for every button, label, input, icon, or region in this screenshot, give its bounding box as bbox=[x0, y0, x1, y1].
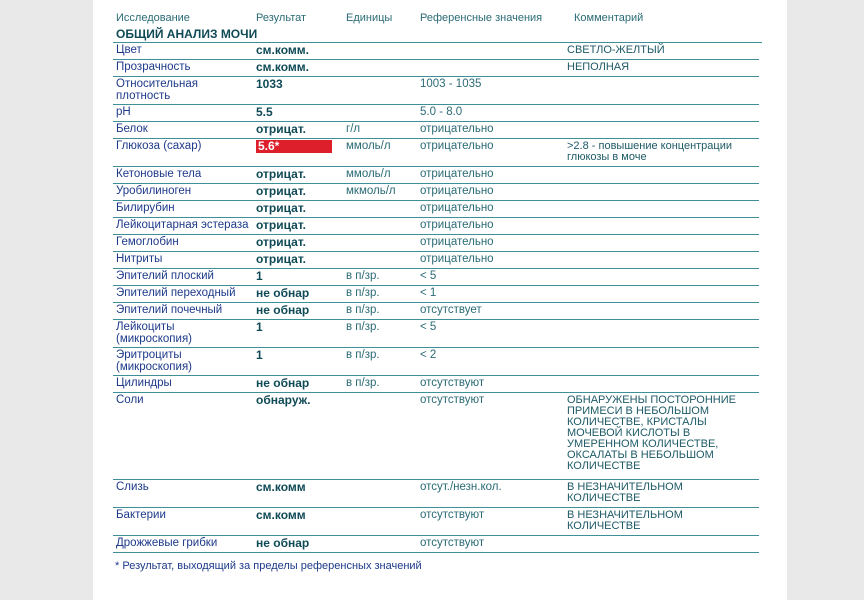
table-row bbox=[113, 139, 759, 167]
table-row bbox=[113, 348, 759, 376]
test-name: Слизь bbox=[116, 481, 149, 493]
reference-value: отсутствуют bbox=[420, 509, 485, 521]
result-value: 1 bbox=[256, 348, 263, 362]
comment-value: СВЕТЛО-ЖЕЛТЫЙ bbox=[567, 44, 665, 56]
reference-value: отсут./незн.кол. bbox=[420, 481, 502, 493]
table-header bbox=[113, 12, 763, 26]
table-row bbox=[113, 480, 759, 508]
result-value: см.комм. bbox=[256, 60, 309, 74]
header-result: Результат bbox=[256, 12, 307, 24]
result-value: не обнар bbox=[256, 376, 310, 390]
reference-value: < 1 bbox=[420, 287, 437, 299]
result-value: отрицат. bbox=[256, 252, 306, 266]
test-name: Уробилиноген bbox=[116, 185, 192, 197]
test-name: Эпителий переходный bbox=[116, 287, 236, 299]
test-name: Дрожжевые грибки bbox=[116, 537, 218, 549]
comment-value: В НЕЗНАЧИТЕЛЬНОМ КОЛИЧЕСТВЕ bbox=[567, 481, 683, 504]
reference-value: отрицательно bbox=[420, 185, 494, 197]
result-value: отрицат. bbox=[256, 218, 306, 232]
section-title: ОБЩИЙ АНАЛИЗ МОЧИ bbox=[113, 27, 762, 43]
result-value: отрицат. bbox=[256, 167, 306, 181]
result-value: 1033 bbox=[256, 77, 283, 91]
reference-value: отсутствуют bbox=[420, 394, 485, 406]
result-value: 5.6* bbox=[256, 140, 332, 153]
reference-value: < 5 bbox=[420, 321, 437, 333]
test-name: Эпителий плоский bbox=[116, 270, 214, 282]
unit-value: мкмоль/л bbox=[346, 185, 396, 197]
result-value: не обнар bbox=[256, 303, 310, 317]
result-value: не обнар bbox=[256, 286, 310, 300]
reference-value: отрицательно bbox=[420, 253, 494, 265]
reference-value: отрицательно bbox=[420, 219, 494, 231]
table-row bbox=[113, 303, 759, 320]
result-value: см.комм bbox=[256, 480, 306, 494]
result-value: 1 bbox=[256, 320, 263, 334]
comment-value: В НЕЗНАЧИТЕЛЬНОМ КОЛИЧЕСТВЕ bbox=[567, 509, 683, 532]
result-value: не обнар bbox=[256, 536, 310, 550]
table-row bbox=[113, 269, 759, 286]
test-name: Гемоглобин bbox=[116, 236, 179, 248]
reference-value: отсутствуют bbox=[420, 377, 485, 389]
result-value: отрицат. bbox=[256, 122, 306, 136]
table-row bbox=[113, 252, 759, 269]
test-name: Глюкоза (сахар) bbox=[116, 140, 202, 152]
table-row bbox=[113, 43, 759, 60]
result-value: см.комм. bbox=[256, 43, 309, 57]
unit-value: г/л bbox=[346, 123, 361, 135]
table-row bbox=[113, 167, 759, 184]
reference-value: отрицательно bbox=[420, 168, 494, 180]
header-units: Единицы bbox=[346, 12, 393, 24]
table-row bbox=[113, 508, 759, 536]
result-value: отрицат. bbox=[256, 184, 306, 198]
test-name: Лейкоциты (микроскопия) bbox=[116, 321, 192, 345]
unit-value: в п/зр. bbox=[346, 321, 380, 333]
table-row bbox=[113, 60, 759, 77]
reference-value: отрицательно bbox=[420, 140, 494, 152]
table-row bbox=[113, 320, 759, 348]
table-row bbox=[113, 536, 759, 553]
test-name: Цилиндры bbox=[116, 377, 172, 389]
table-row bbox=[113, 376, 759, 393]
reference-value: < 2 bbox=[420, 349, 437, 361]
table-row bbox=[113, 105, 759, 122]
unit-value: в п/зр. bbox=[346, 349, 380, 361]
test-name: Цвет bbox=[116, 44, 142, 56]
unit-value: в п/зр. bbox=[346, 270, 380, 282]
result-value: 1 bbox=[256, 269, 263, 283]
result-value: отрицат. bbox=[256, 201, 306, 215]
header-reference: Референсные значения bbox=[420, 12, 543, 24]
result-value: 5.5 bbox=[256, 105, 273, 119]
reference-value: 5.0 - 8.0 bbox=[420, 106, 463, 118]
test-name: Лейкоцитарная эстераза bbox=[116, 219, 249, 231]
table-row bbox=[113, 235, 759, 252]
reference-value: отрицательно bbox=[420, 123, 494, 135]
unit-value: ммоль/л bbox=[346, 140, 391, 152]
table-row bbox=[113, 184, 759, 201]
comment-value: ОБНАРУЖЕНЫ ПОСТОРОННИЕ ПРИМЕСИ В НЕБОЛЬШОМ КОЛИЧЕСТВЕ, КРИСТАЛЫ МОЧЕВОЙ КИСЛОТЫ В УМЕРЕННОМ КОЛИЧЕСТВЕ, ОКСАЛАТЫ В НЕБОЛЬШОМ КОЛИЧЕСТВЕ bbox=[567, 394, 736, 472]
unit-value: в п/зр. bbox=[346, 287, 380, 299]
unit-value: в п/зр. bbox=[346, 304, 380, 316]
test-name: Относительная плотность bbox=[116, 78, 198, 102]
result-value: отрицат. bbox=[256, 235, 306, 249]
table-row bbox=[113, 393, 759, 480]
unit-value: ммоль/л bbox=[346, 168, 391, 180]
reference-value: 1003 - 1035 bbox=[420, 78, 482, 90]
reference-value: отсутствуют bbox=[420, 537, 485, 549]
reference-value: < 5 bbox=[420, 270, 437, 282]
table-row bbox=[113, 77, 759, 105]
test-name: Эритроциты (микроскопия) bbox=[116, 349, 192, 373]
test-name: Билирубин bbox=[116, 202, 175, 214]
table-row bbox=[113, 218, 759, 235]
comment-value: >2.8 - повышение концентрации глюкозы в моче bbox=[567, 140, 733, 163]
header-comment: Комментарий bbox=[574, 12, 644, 24]
test-name: Нитриты bbox=[116, 253, 163, 265]
test-name: pH bbox=[116, 106, 131, 118]
table-row bbox=[113, 201, 759, 218]
result-value: обнаруж. bbox=[256, 393, 311, 407]
test-name: Соли bbox=[116, 394, 144, 406]
header-test: Исследование bbox=[116, 12, 190, 24]
result-value: см.комм bbox=[256, 508, 306, 522]
table-row bbox=[113, 286, 759, 303]
test-name: Бактерии bbox=[116, 509, 166, 521]
table-row bbox=[113, 122, 759, 139]
footnote: * Результат, выходящий за пределы референсных значений bbox=[115, 560, 422, 572]
test-name: Эпителий почечный bbox=[116, 304, 223, 316]
comment-value: НЕПОЛНАЯ bbox=[567, 61, 630, 73]
test-name: Белок bbox=[116, 123, 148, 135]
reference-value: отрицательно bbox=[420, 236, 494, 248]
reference-value: отрицательно bbox=[420, 202, 494, 214]
test-name: Прозрачность bbox=[116, 61, 191, 73]
reference-value: отсутствует bbox=[420, 304, 482, 316]
unit-value: в п/зр. bbox=[346, 377, 380, 389]
test-name: Кетоновые тела bbox=[116, 168, 202, 180]
